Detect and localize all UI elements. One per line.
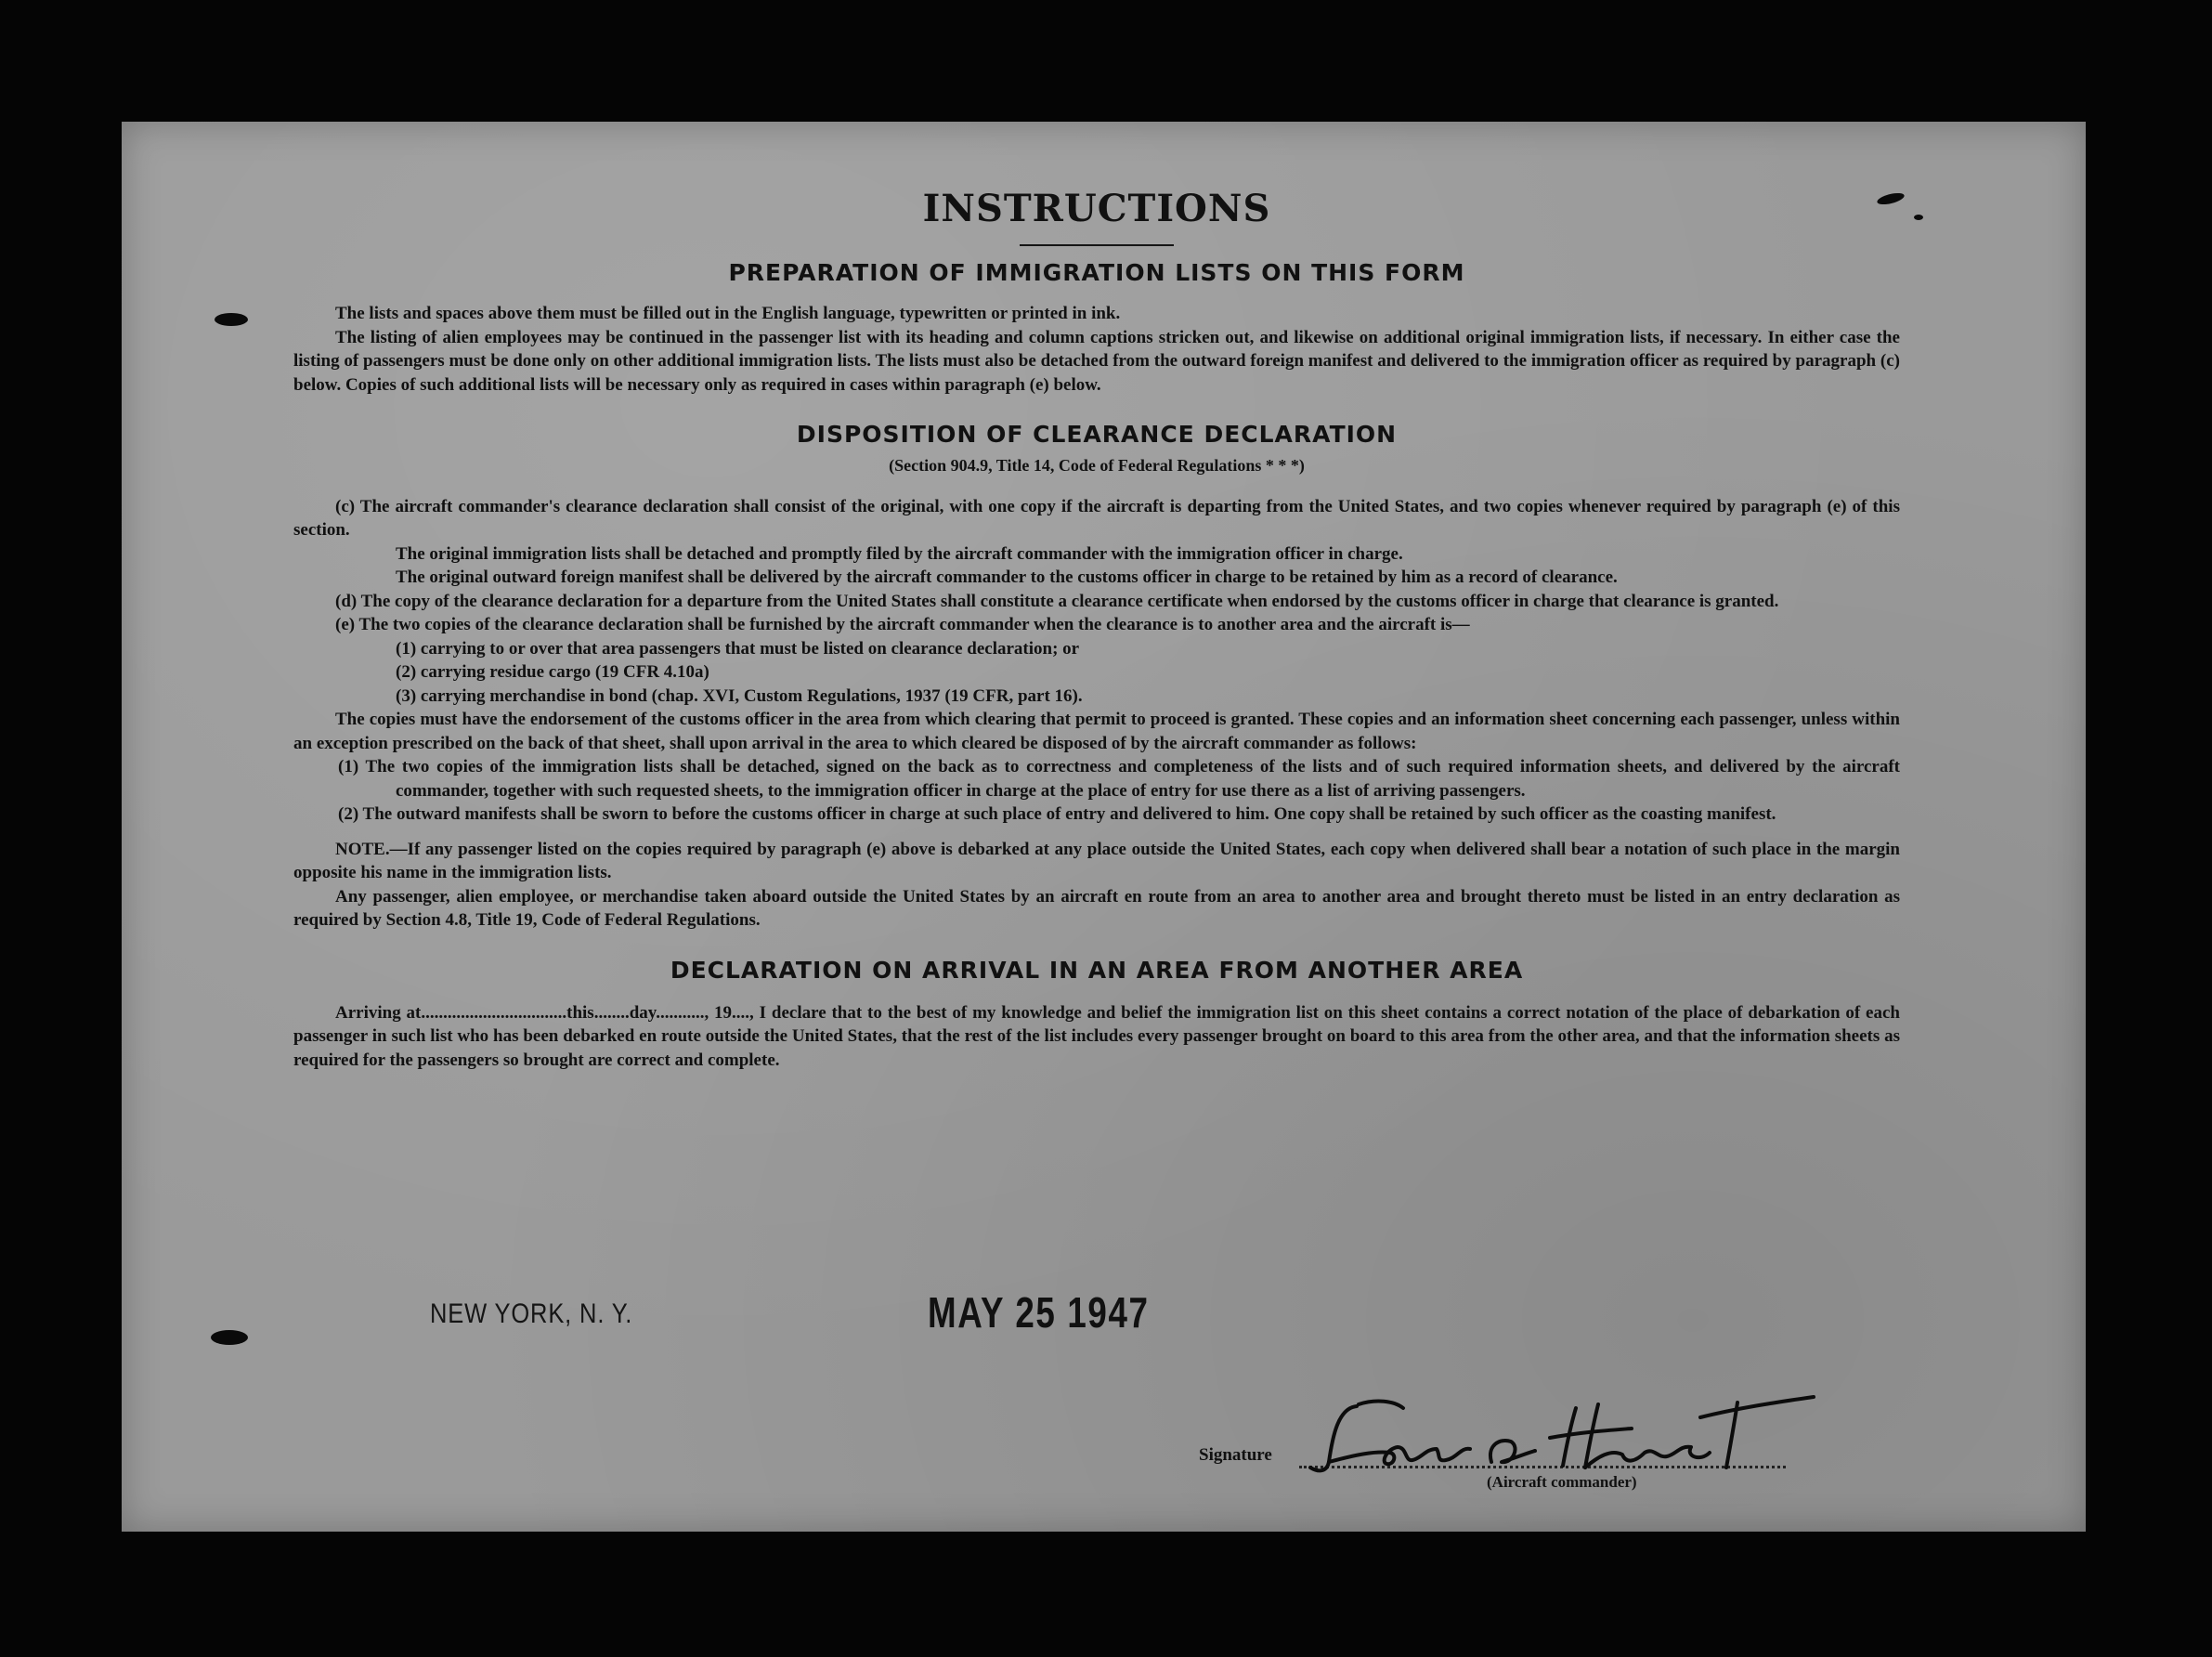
paragraph-c-outward-manifest: The original outward foreign manifest shall be delivered by the aircraft commander to the customs officer in charge to be retained by him as a record of clearance. bbox=[396, 568, 1618, 587]
paragraph-e: (e) The two copies of the clearance declaration shall be furnished by the aircraft commander when the clearance is to another area and the aircraft is— bbox=[335, 615, 1470, 634]
paragraph-language: The lists and spaces above them must be filled out in the English language, typewritten or printed in ink. bbox=[335, 304, 1121, 323]
paragraph-e-item-2: (2) carrying residue cargo (19 CFR 4.10a) bbox=[396, 662, 709, 682]
section-heading-preparation: PREPARATION OF IMMIGRATION LISTS ON THIS FORM bbox=[728, 259, 1465, 286]
arrival-date-stamp: MAY 25 1947 bbox=[928, 1288, 1150, 1337]
section-heading-disposition: DISPOSITION OF CLEARANCE DECLARATION bbox=[796, 421, 1398, 448]
paragraph-d: (d) The copy of the clearance declaration for a departure from the United States shall constitute a clearance certificate when endorsed by the customs officer in charge that clearance is granted. bbox=[335, 591, 1779, 611]
arriving-at-text: Arriving at.................................this........day bbox=[335, 1002, 657, 1023]
paragraph-disposal-item-1: (1) The two copies of the immigration lists shall be detached, signed on the back as to correctness and completeness of the lists and of such required information sheets, and delivered by the aircraft commander, together with such requested sheets, to the immigration officer in charge at the place of entry for use there as a list of arriving passengers. bbox=[338, 757, 1900, 801]
ink-blot bbox=[1914, 215, 1923, 220]
ink-blot bbox=[211, 1330, 248, 1345]
paragraph-c: (c) The aircraft commander's clearance declaration shall consist of the original, with one copy if the aircraft is departing from the United States, and two copies whenever required by paragraph (e) of this section. bbox=[293, 496, 1900, 540]
document-title: INSTRUCTIONS bbox=[922, 187, 1271, 230]
paragraph-alien-employees: The listing of alien employees may be continued in the passenger list with its heading and column captions stricken out, and likewise on additional original immigration lists, if necessary. In either case the listing of passengers must be done only on other additional immigration lists. The lists must also be detached from the outward foreign manifest and delivered to the immigration officer as required by paragraph (c) below. Copies of such additional lists will be necessary only as required in cases within paragraph (e) below. bbox=[293, 327, 1900, 395]
paragraph-c-immigration-lists: The original immigration lists shall be detached and promptly filed by the aircraft commander with the immigration officer in charge. bbox=[396, 543, 1403, 564]
paragraph-any-passenger: Any passenger, alien employee, or merchandise taken aboard outside the United States by an aircraft en route from an area to another area and brought thereto must be listed in an entry declaration as required by Section 4.8, Title 19, Code of Federal Regulations. bbox=[293, 886, 1900, 930]
paragraph-e-item-1: (1) carrying to or over that area passengers that must be listed on clearance declaration; or bbox=[396, 638, 1080, 659]
paragraph-note: NOTE.—If any passenger listed on the copies required by paragraph (e) above is debarked at any place outside the United States, each copy when delivered shall bear a notation of such place in the margin opposite his name in the immigration lists. bbox=[293, 839, 1900, 882]
title-underline bbox=[1020, 244, 1174, 246]
paper-sheet bbox=[122, 122, 2086, 1532]
paragraph-copies: The copies must have the endorsement of the customs officer in the area from which clearing that permit to proceed is granted. These copies and an information sheet concerning each passenger, unless within an exception prescribed on the back of that sheet, shall upon arrival in the area to which cleared be disposed of by the aircraft commander as follows: bbox=[293, 710, 1900, 753]
declaration-text: ..........., 19...., I declare that to the best of my knowledge and belief the immigration list on this sheet contains a correct notation of the place of debarkation of each passenger in such list who has been debarked en route outside the United States, that the rest of the list includes every passenger brought on board to this area from the other area, and that the information sheets as required for the passengers so brought are correct and complete. bbox=[293, 1002, 1900, 1070]
paragraph-e-item-3: (3) carrying merchandise in bond (chap. XVI, Custom Regulations, 1937 (19 CFR, part 16). bbox=[396, 685, 1083, 706]
arrival-declaration bbox=[293, 1001, 1900, 1073]
section-heading-declaration: DECLARATION ON ARRIVAL IN AN AREA FROM ANOTHER AREA bbox=[670, 956, 1524, 984]
instructions-body bbox=[293, 187, 1900, 1072]
paragraph-disposal-item-2: (2) The outward manifests shall be sworn to before the customs officer in charge at such place of entry and delivered to him. One copy shall be retained by such officer as the coasting manifest. bbox=[338, 804, 1776, 824]
signature-caption: (Aircraft commander) bbox=[1487, 1473, 1637, 1491]
handwritten-signature bbox=[1301, 1380, 1821, 1482]
ink-blot bbox=[215, 313, 248, 326]
section-citation: (Section 904.9, Title 14, Code of Federal Regulations * * *) bbox=[889, 456, 1305, 475]
arrival-city-stamp: NEW YORK, N. Y. bbox=[430, 1298, 633, 1329]
signature-label: Signature bbox=[1199, 1445, 1272, 1465]
